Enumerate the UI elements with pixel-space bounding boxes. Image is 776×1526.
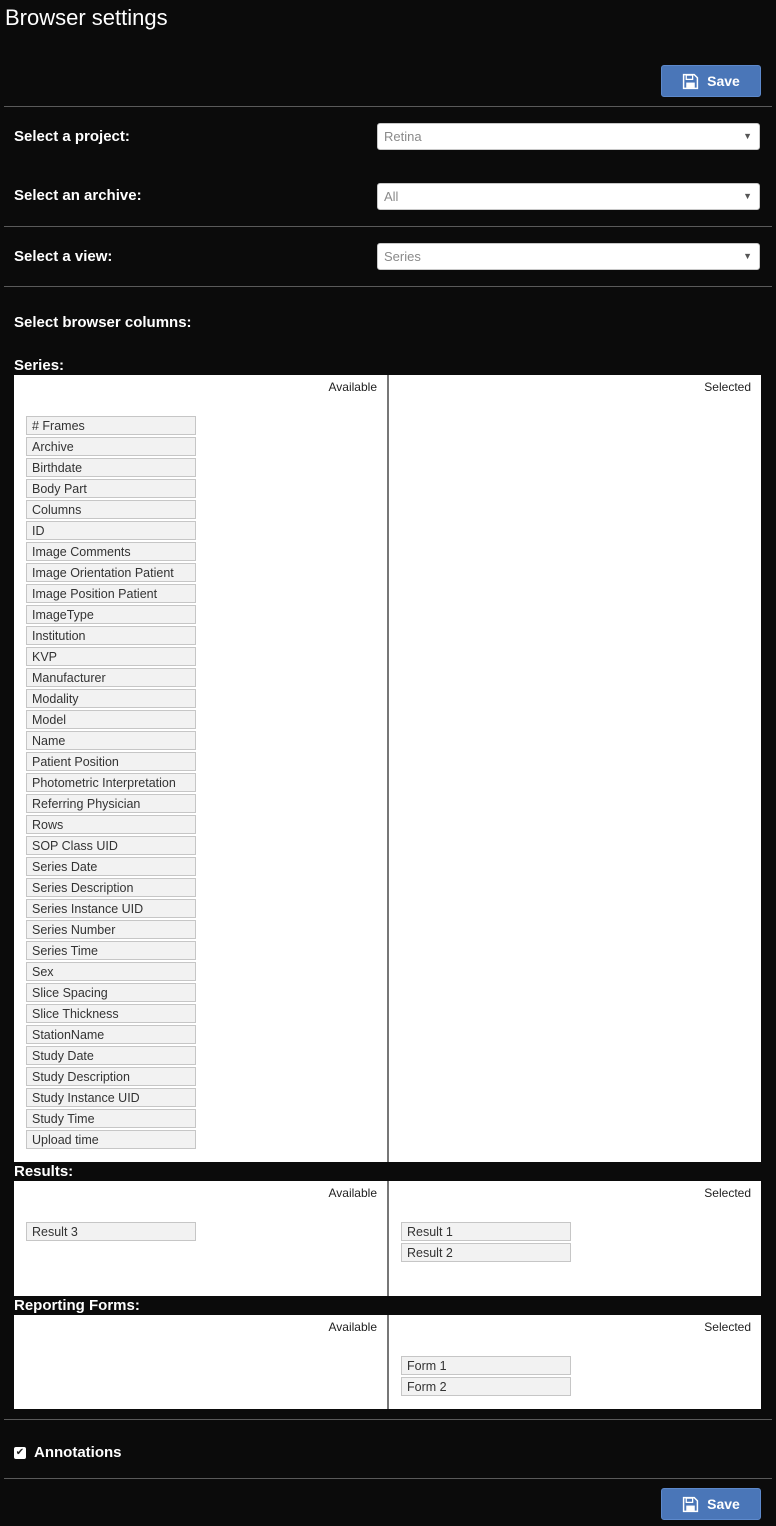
series-section-label: Series:: [14, 357, 65, 374]
save-button-label: Save: [707, 1496, 740, 1512]
view-select[interactable]: [377, 243, 760, 270]
column-item[interactable]: # Frames: [26, 416, 196, 435]
column-item[interactable]: Slice Spacing: [26, 983, 196, 1002]
column-item[interactable]: Image Comments: [26, 542, 196, 561]
panel-divider: [387, 375, 389, 1162]
column-item[interactable]: Result 2: [401, 1243, 571, 1262]
annotations-label: Annotations: [34, 1444, 122, 1461]
annotations-checkbox[interactable]: [14, 1447, 26, 1459]
column-item[interactable]: Series Instance UID: [26, 899, 196, 918]
divider: [4, 286, 772, 287]
selected-header: Selected: [704, 1186, 751, 1200]
column-item[interactable]: Rows: [26, 815, 196, 834]
column-item[interactable]: Study Instance UID: [26, 1088, 196, 1107]
series-panel: [14, 375, 761, 1162]
column-item[interactable]: Form 1: [401, 1356, 571, 1375]
panel-divider: [387, 1315, 389, 1409]
available-header: Available: [328, 1320, 377, 1334]
column-item[interactable]: Modality: [26, 689, 196, 708]
column-item[interactable]: Image Position Patient: [26, 584, 196, 603]
results-available-list: [26, 1222, 196, 1243]
columns-label: Select browser columns:: [14, 314, 192, 331]
column-item[interactable]: Manufacturer: [26, 668, 196, 687]
column-item[interactable]: Series Description: [26, 878, 196, 897]
project-label: Select a project:: [14, 128, 130, 145]
series-available-list: [26, 416, 196, 1151]
column-item[interactable]: Name: [26, 731, 196, 750]
floppy-disk-icon: [682, 1496, 699, 1513]
reporting-forms-section-label: Reporting Forms:: [14, 1297, 140, 1314]
view-label: Select a view:: [14, 248, 113, 265]
caret-down-icon: ▼: [743, 191, 752, 201]
divider: [4, 226, 772, 227]
column-item[interactable]: Upload time: [26, 1130, 196, 1149]
column-item[interactable]: Result 3: [26, 1222, 196, 1241]
project-select[interactable]: [377, 123, 760, 150]
column-item[interactable]: Model: [26, 710, 196, 729]
save-button-bottom[interactable]: [661, 1488, 761, 1520]
column-item[interactable]: Body Part: [26, 479, 196, 498]
save-button-top[interactable]: [661, 65, 761, 97]
view-select-value: Series: [384, 249, 421, 264]
column-item[interactable]: Result 1: [401, 1222, 571, 1241]
divider: [4, 1419, 772, 1420]
column-item[interactable]: Study Date: [26, 1046, 196, 1065]
column-item[interactable]: StationName: [26, 1025, 196, 1044]
archive-select[interactable]: [377, 183, 760, 210]
column-item[interactable]: Series Time: [26, 941, 196, 960]
column-item[interactable]: Birthdate: [26, 458, 196, 477]
column-item[interactable]: Series Date: [26, 857, 196, 876]
column-item[interactable]: Referring Physician: [26, 794, 196, 813]
column-item[interactable]: Archive: [26, 437, 196, 456]
column-item[interactable]: Form 2: [401, 1377, 571, 1396]
archive-select-value: All: [384, 189, 399, 204]
available-header: Available: [328, 1186, 377, 1200]
column-item[interactable]: Photometric Interpretation: [26, 773, 196, 792]
column-item[interactable]: KVP: [26, 647, 196, 666]
column-item[interactable]: Series Number: [26, 920, 196, 939]
project-select-value: Retina: [384, 129, 422, 144]
forms-selected-list: [401, 1356, 571, 1398]
panel-divider: [387, 1181, 389, 1296]
column-item[interactable]: Columns: [26, 500, 196, 519]
results-selected-list: [401, 1222, 571, 1264]
column-item[interactable]: ImageType: [26, 605, 196, 624]
column-item[interactable]: ID: [26, 521, 196, 540]
column-item[interactable]: Study Description: [26, 1067, 196, 1086]
reporting-forms-panel: [14, 1315, 761, 1409]
results-section-label: Results:: [14, 1163, 74, 1180]
column-item[interactable]: SOP Class UID: [26, 836, 196, 855]
floppy-disk-icon: [682, 73, 699, 90]
save-button-label: Save: [707, 73, 740, 89]
available-header: Available: [328, 380, 377, 394]
page-title: Browser settings: [5, 5, 168, 30]
caret-down-icon: ▼: [743, 251, 752, 261]
column-item[interactable]: Study Time: [26, 1109, 196, 1128]
divider: [4, 106, 772, 107]
selected-header: Selected: [704, 380, 751, 394]
column-item[interactable]: Sex: [26, 962, 196, 981]
archive-label: Select an archive:: [14, 187, 142, 204]
divider: [4, 1478, 772, 1479]
annotations-toggle[interactable]: [14, 1444, 122, 1461]
results-panel: [14, 1181, 761, 1296]
column-item[interactable]: Image Orientation Patient: [26, 563, 196, 582]
column-item[interactable]: Slice Thickness: [26, 1004, 196, 1023]
checkmark-icon: ✔: [15, 1446, 25, 1458]
selected-header: Selected: [704, 1320, 751, 1334]
column-item[interactable]: Patient Position: [26, 752, 196, 771]
caret-down-icon: ▼: [743, 131, 752, 141]
column-item[interactable]: Institution: [26, 626, 196, 645]
